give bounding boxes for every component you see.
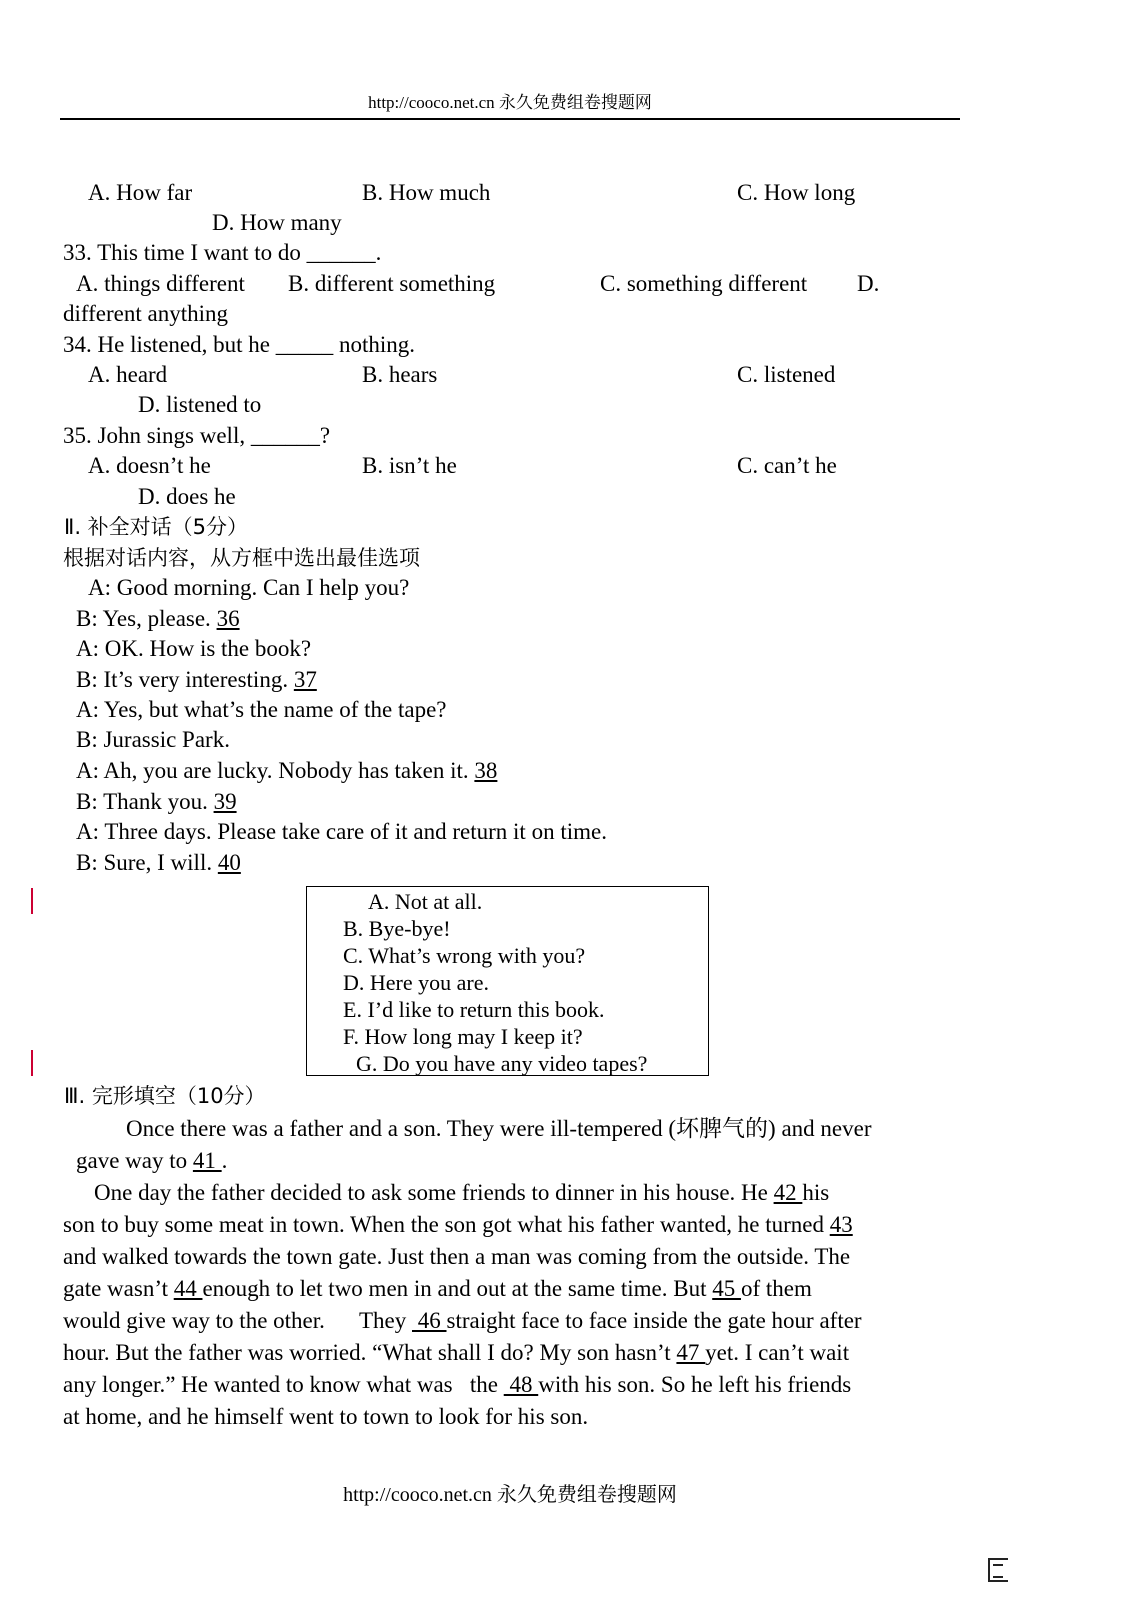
section-2-instruction: 根据对话内容，从方框中选出最佳选项: [63, 546, 420, 570]
option-c: C. What’s wrong with you?: [343, 943, 586, 968]
blank-47: 47: [676, 1340, 706, 1365]
cloze-line: gate wasn’t 44 enough to let two men in and out at the same time. But 45 of them: [63, 1276, 812, 1301]
dialogue-line: B: Yes, please. 36: [76, 606, 240, 631]
blank-42: 42: [773, 1180, 803, 1205]
dialogue-line: A: Ah, you are lucky. Nobody has taken it. 38: [76, 758, 498, 783]
revision-mark: [31, 888, 33, 914]
dialogue-line: B: Jurassic Park.: [76, 727, 230, 752]
option-e: E. I’d like to return this book.: [343, 997, 605, 1022]
blank-44: 44: [173, 1276, 203, 1301]
blank-45: 45: [712, 1276, 741, 1301]
option-b: B. Bye-bye!: [343, 916, 451, 941]
blank-39: 39: [213, 789, 237, 814]
q34-option-a: A. heard: [88, 362, 168, 387]
cloze-line: One day the father decided to ask some friends to dinner in his house. He 42 his: [94, 1180, 830, 1205]
blank-43: 43: [829, 1212, 853, 1237]
q35-option-c: C. can’t he: [737, 453, 837, 478]
cloze-line: hour. But the father was worried. “What shall I do? My son hasn’t 47 yet. I can’t wait: [63, 1340, 850, 1365]
option-a: A. Not at all.: [368, 889, 483, 914]
dialogue-line: B: Sure, I will. 40: [76, 850, 241, 875]
q34-option-d: D. listened to: [138, 392, 262, 417]
q33-option-b: B. different something: [288, 271, 496, 296]
dialogue-line: A: Good morning. Can I help you?: [88, 575, 410, 600]
blank-46: 46: [412, 1308, 447, 1333]
options-box: [306, 886, 709, 1076]
q34-stem: 34. He listened, but he _____ nothing.: [63, 332, 415, 357]
cloze-line: son to buy some meat in town. When the son got what his father wanted, he turned 43: [63, 1212, 853, 1237]
blank-40: 40: [217, 850, 241, 875]
cloze-line: at home, and he himself went to town to look for his son.: [63, 1404, 589, 1429]
option-g: G. Do you have any video tapes?: [356, 1051, 648, 1076]
q33-stem: 33. This time I want to do ______.: [63, 240, 382, 265]
cloze-line: and walked towards the town gate. Just then a man was coming from the outside. The: [63, 1244, 851, 1269]
q32-option-d: D. How many: [212, 210, 342, 235]
q35-stem: 35. John sings well, ______?: [63, 423, 331, 448]
option-f: F. How long may I keep it?: [343, 1024, 583, 1049]
q33-option-d-text: different anything: [63, 301, 228, 326]
blank-36: 36: [216, 606, 240, 631]
blank-48: 48: [503, 1372, 539, 1397]
page-header: http://cooco.net.cn 永久免费组卷搜题网: [60, 88, 960, 120]
dialogue-line: A: Yes, but what’s the name of the tape?: [76, 697, 447, 722]
q33-option-c: C. something different: [600, 271, 808, 296]
q33-option-d: D.: [857, 271, 880, 296]
section-3-title: Ⅲ. 完形填空（10分）: [64, 1084, 266, 1108]
q32-option-a: A. How far: [88, 180, 193, 205]
revision-mark: [31, 1050, 33, 1076]
q35-option-b: B. isn’t he: [362, 453, 457, 478]
blank-37: 37: [293, 667, 317, 692]
dialogue-line: B: Thank you. 39: [76, 789, 237, 814]
page-footer: http://cooco.net.cn 永久免费组卷搜题网: [343, 1484, 677, 1506]
q35-option-d: D. does he: [138, 484, 236, 509]
page-corner-icon: [988, 1558, 1008, 1582]
cloze-line: any longer.” He wanted to know what was the 48 with his son. So he left his friends: [63, 1372, 852, 1397]
blank-41: 41: [192, 1148, 222, 1173]
dialogue-line: A: OK. How is the book?: [76, 636, 312, 661]
cloze-line: would give way to the other. They 46 straight face to face inside the gate hour after: [63, 1308, 862, 1333]
section-2-title: Ⅱ. 补全对话（5分）: [64, 515, 249, 539]
q34-option-b: B. hears: [362, 362, 438, 387]
q35-option-a: A. doesn’t he: [88, 453, 211, 478]
q32-option-b: B. How much: [362, 180, 491, 205]
cloze-line: Once there was a father and a son. They were ill-tempered (坏脾气的) and never: [126, 1116, 872, 1141]
q32-option-c: C. How long: [737, 180, 856, 205]
q33-option-a: A. things different: [76, 271, 245, 296]
q34-option-c: C. listened: [737, 362, 836, 387]
dialogue-line: B: It’s very interesting. 37: [76, 667, 317, 692]
cloze-line: gave way to 41 .: [76, 1148, 228, 1173]
blank-38: 38: [474, 758, 498, 783]
dialogue-line: A: Three days. Please take care of it and return it on time.: [76, 819, 607, 844]
option-d: D. Here you are.: [343, 970, 489, 995]
